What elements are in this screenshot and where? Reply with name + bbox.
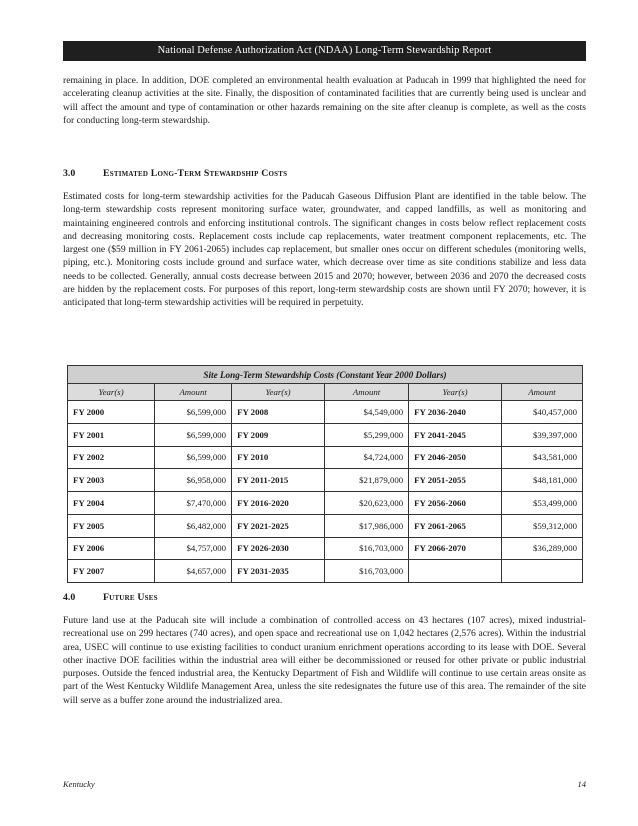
year-cell: FY 2016-2020 [232, 492, 325, 515]
column-header-amount-1: Amount [155, 384, 232, 401]
amount-cell: $6,599,000 [155, 446, 232, 469]
amount-cell: $4,549,000 [324, 401, 408, 424]
year-cell: FY 2061-2065 [409, 514, 502, 537]
column-header-amount-2: Amount [324, 384, 408, 401]
year-cell: FY 2041-2045 [409, 423, 502, 446]
year-cell: FY 2003 [68, 469, 155, 492]
amount-cell: $16,703,000 [324, 537, 408, 560]
table-row [68, 401, 583, 424]
year-cell: FY 2002 [68, 446, 155, 469]
column-header-years-2: Year(s) [232, 384, 325, 401]
report-banner: National Defense Authorization Act (NDAA) Long-Term Stewardship Report [63, 41, 586, 61]
cost-table-title-row [68, 366, 583, 384]
section-4-number: 4.0 [63, 592, 76, 603]
intro-paragraph: remaining in place. In addition, DOE completed an environmental health evaluation at Paducah in 1999 that highlighted the need for accelerating cleanup activities at the site. Finally, the disposition of contaminated facilities that are currently being used is unclear and will affect the amount and type of contamination or other hazards remaining on the site after cleanup is complete, as well as the costs for conducting long-term stewardship. [63, 75, 586, 126]
amount-cell: $48,181,000 [501, 469, 582, 492]
table-row [68, 537, 583, 560]
year-cell: FY 2004 [68, 492, 155, 515]
amount-cell: $4,724,000 [324, 446, 408, 469]
year-cell: FY 2046-2050 [409, 446, 502, 469]
amount-cell: $4,657,000 [155, 560, 232, 583]
amount-cell: $5,299,000 [324, 423, 408, 446]
section-4-heading [63, 592, 158, 603]
year-cell: FY 2051-2055 [409, 469, 502, 492]
table-row [68, 514, 583, 537]
empty-cell [501, 560, 582, 583]
year-cell: FY 2010 [232, 446, 325, 469]
section-3-title: Estimated Long-Term Stewardship Costs [103, 168, 288, 179]
amount-cell: $39,397,000 [501, 423, 582, 446]
footer-state: Kentucky [63, 779, 95, 789]
year-cell: FY 2005 [68, 514, 155, 537]
year-cell: FY 2036-2040 [409, 401, 502, 424]
cost-table-title: Site Long-Term Stewardship Costs (Constant Year 2000 Dollars) [68, 366, 583, 384]
amount-cell: $21,879,000 [324, 469, 408, 492]
amount-cell: $6,599,000 [155, 423, 232, 446]
table-row [68, 423, 583, 446]
amount-cell: $17,986,000 [324, 514, 408, 537]
section-4-title: Future Uses [103, 592, 158, 603]
section-3-number: 3.0 [63, 168, 76, 179]
year-cell: FY 2056-2060 [409, 492, 502, 515]
amount-cell: $6,482,000 [155, 514, 232, 537]
amount-cell: $40,457,000 [501, 401, 582, 424]
amount-cell: $36,289,000 [501, 537, 582, 560]
page-number: 14 [577, 779, 586, 789]
year-cell: FY 2031-2035 [232, 560, 325, 583]
year-cell: FY 2006 [68, 537, 155, 560]
table-row [68, 492, 583, 515]
table-row [68, 446, 583, 469]
year-cell: FY 2007 [68, 560, 155, 583]
section-3-heading [63, 168, 287, 179]
amount-cell: $16,703,000 [324, 560, 408, 583]
column-header-years-3: Year(s) [409, 384, 502, 401]
column-header-years-1: Year(s) [68, 384, 155, 401]
amount-cell: $6,958,000 [155, 469, 232, 492]
cost-table-header-row [68, 384, 583, 401]
year-cell: FY 2001 [68, 423, 155, 446]
year-cell: FY 2011-2015 [232, 469, 325, 492]
table-row [68, 469, 583, 492]
year-cell: FY 2066-2070 [409, 537, 502, 560]
empty-cell [409, 560, 502, 583]
amount-cell: $53,499,000 [501, 492, 582, 515]
amount-cell: $7,470,000 [155, 492, 232, 515]
year-cell: FY 2021-2025 [232, 514, 325, 537]
section-4-paragraph: Future land use at the Paducah site will include a combination of controlled access on 43 hectares (107 acres), mixed industrial-recreational use on 299 hectares (740 acres), and open space and recreational use on 1,042 hectares (2,576 acres). Within the industrial area, USEC will continue to use existing facilities to conduct uranium enrichment operations according to its lease with DOE. Several other inactive DOE facilities within the industrial area will either be decommissioned or reused for other private or public industrial purposes. Outside the fenced industrial area, the Kentucky Department of Fish and Wildlife will continue to use certain areas onsite as part of the West Kentucky Wildlife Management Area, unless the site redesignates the future use of this area. The remainder of the site will serve as a buffer zone around the industrialized area. [63, 615, 586, 706]
amount-cell: $4,757,000 [155, 537, 232, 560]
year-cell: FY 2026-2030 [232, 537, 325, 560]
amount-cell: $43,581,000 [501, 446, 582, 469]
amount-cell: $20,623,000 [324, 492, 408, 515]
year-cell: FY 2009 [232, 423, 325, 446]
amount-cell: $6,599,000 [155, 401, 232, 424]
column-header-amount-3: Amount [501, 384, 582, 401]
cost-table [67, 365, 583, 583]
table-row [68, 560, 583, 583]
amount-cell: $59,312,000 [501, 514, 582, 537]
year-cell: FY 2000 [68, 401, 155, 424]
year-cell: FY 2008 [232, 401, 325, 424]
section-3-paragraph: Estimated costs for long-term stewardship activities for the Paducah Gaseous Diffusion Plant are identified in the table below. The long-term stewardship costs represent monitoring surface water, groundwater, and capped landfills, as well as monitoring and maintaining engineered controls and enforcing institutional controls. The significant changes in costs below reflect replacement costs and decreasing monitoring costs. Replacement costs include cap replacements, water treatment component replacements, etc. The largest one ($59 million in FY 2061-2065) includes cap replacement, but smaller ones occur on different schedules (monitoring wells, piping, etc.). Monitoring costs include ground and surface water, which decrease over time as site conditions stabilize and less data needs to be collected. Generally, annual costs decrease between 2015 and 2070; however, between 2036 and 2070 the decreased costs are hidden by the replacement costs. For purposes of this report, long-term stewardship costs are shown until FY 2070; however, it is anticipated that long-term stewardship activities will be required in perpetuity. [63, 191, 586, 309]
